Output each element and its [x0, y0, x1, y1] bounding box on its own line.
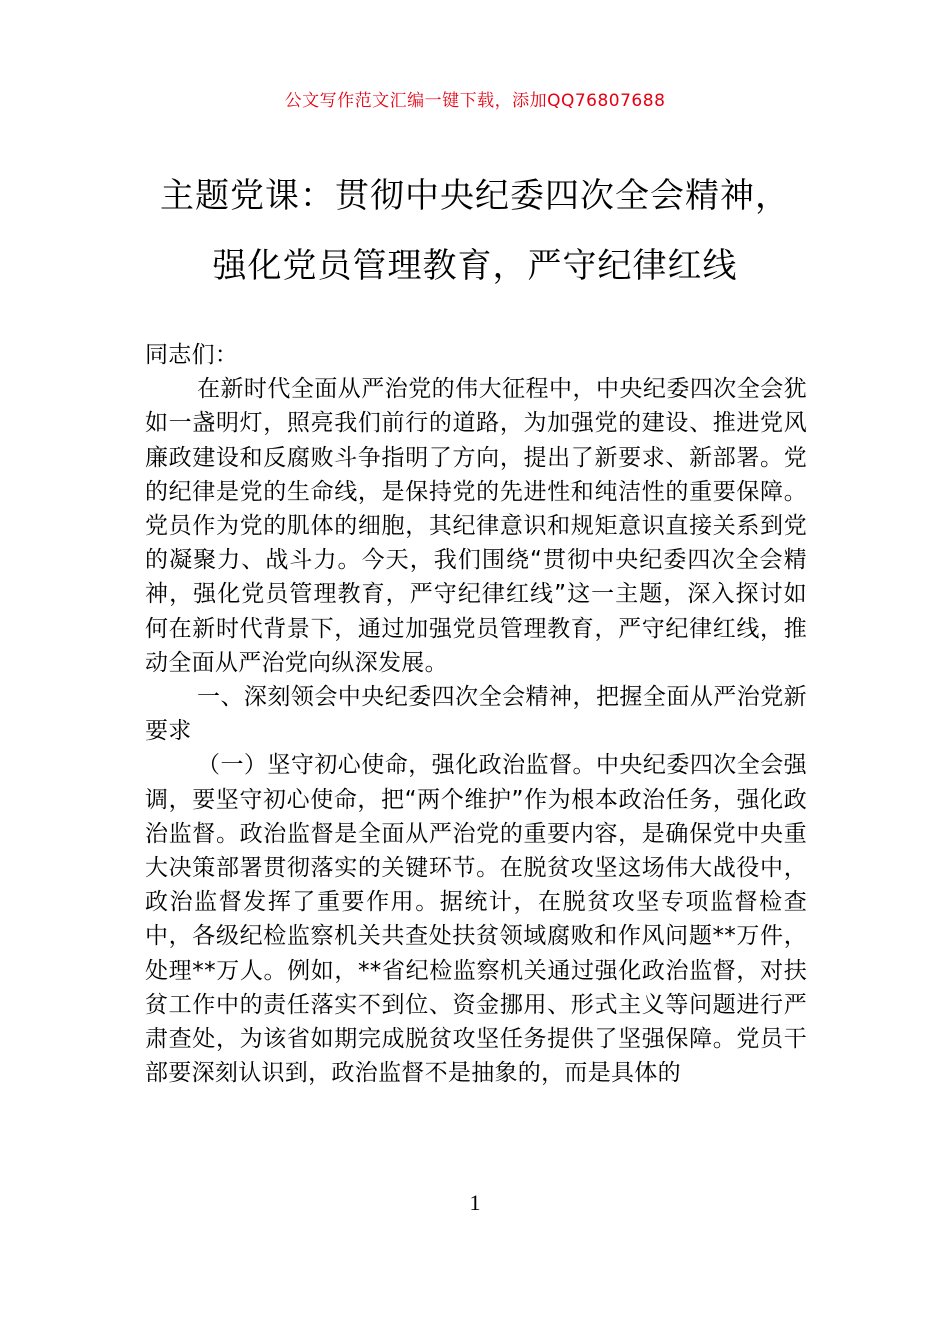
download-banner: 公文写作范文汇编一键下载，添加QQ76807688 — [284, 91, 666, 111]
document-title-line-2: 强化党员管理教育，严守纪律红线 — [212, 246, 738, 286]
salutation: 同志们： — [145, 342, 239, 368]
page-number: 1 — [469, 1190, 481, 1215]
document-title-line-1: 主题党课：贯彻中央纪委四次全会精神， — [160, 176, 790, 216]
document-body — [145, 338, 807, 1090]
paragraph-intro: 在新时代全面从严治党的伟大征程中，中央纪委四次全会犹如一盏明灯，照亮我们前行的道路，为加强党的建设、推进党风廉政建设和反腐败斗争指明了方向，提出了新要求、新部署。党的纪律是党的生命线，是保持党的先进性和纯洁性的重要保障。党员作为党的肌体的细胞，其纪律意识和规矩意识直接关系到党的凝聚力、战斗力。今天，我们围绕“贯彻中央纪委四次全会精神，强化党员管理教育，严守纪律红线”这一主题，深入探讨如何在新时代背景下，通过加强党员管理教育，严守纪律红线，推动全面从严治党向纵深发展。 — [145, 376, 807, 676]
paragraph-political-supervision: （一）坚守初心使命，强化政治监督。中央纪委四次全会强调，要坚守初心使命，把“两个维护”作为根本政治任务，强化政治监督。政治监督是全面从严治党的重要内容，是确保党中央重大决策部署贯彻落实的关键环节。在脱贫攻坚这场伟大战役中，政治监督发挥了重要作用。据统计，在脱贫攻坚专项监督检查中，各级纪检监察机关共查处扶贫领域腐败和作风问题**万件，处理**万人。例如，**省纪检监察机关通过强化政治监督，对扶贫工作中的责任落实不到位、资金挪用、形式主义等问题进行严肃查处，为该省如期完成脱贫攻坚任务提供了坚强保障。党员干部要深刻认识到，政治监督不是抽象的，而是具体的 — [145, 752, 807, 1087]
section-heading-1: 一、深刻领会中央纪委四次全会精神，把握全面从严治党新要求 — [145, 684, 807, 745]
